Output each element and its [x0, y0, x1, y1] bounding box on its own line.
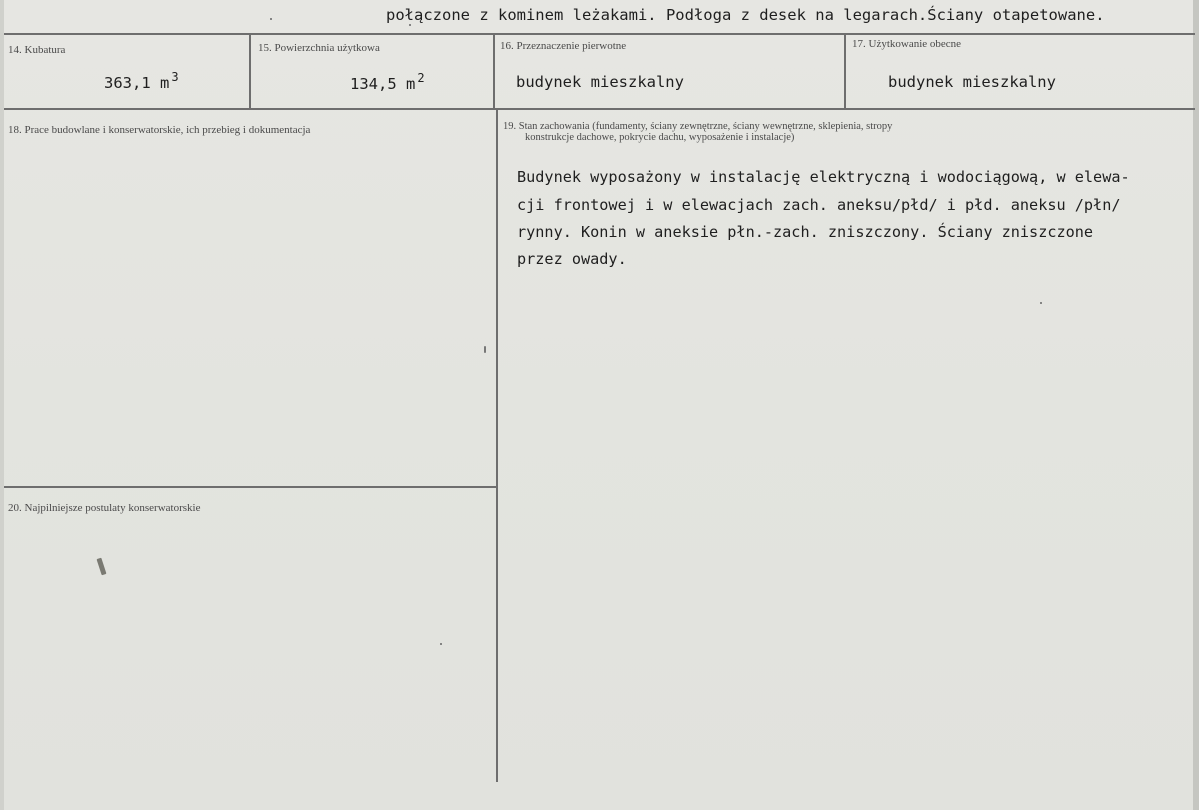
- field-18-label: 18. Prace budowlane i konserwatorskie, ich przebieg i dokumentacja: [8, 124, 311, 136]
- field-15-unit-exponent: 2: [417, 71, 425, 85]
- field-17-value: budynek mieszkalny: [888, 73, 1056, 91]
- divider-16-17: [844, 34, 846, 109]
- paper-speck: [96, 558, 106, 576]
- field-19-label-line2: konstrukcje dachowe, pokrycie dachu, wyposażenie i instalacje): [525, 132, 795, 143]
- paper-speck: [1040, 302, 1042, 304]
- divider-15-16: [493, 34, 495, 109]
- field-14-unit-exponent: 3: [171, 70, 179, 84]
- rule-section-20: [4, 486, 496, 488]
- card-right-edge: [1193, 0, 1199, 810]
- paper-speck: [409, 24, 411, 26]
- field-15-number: 134,5 m: [350, 75, 416, 93]
- card-left-edge: [0, 0, 4, 810]
- paper-speck: [440, 643, 442, 645]
- divider-left-right: [496, 110, 498, 782]
- field-19-line-1: Budynek wyposażony w instalację elektryczną i wodociągową, w elewa-: [517, 168, 1130, 186]
- field-19-label-line1: 19. Stan zachowania (fundamenty, ściany zewnętrzne, ściany wewnętrzne, sklepienia, stropy: [503, 121, 893, 132]
- field-14-value: [104, 70, 179, 92]
- paper-speck: [270, 18, 272, 20]
- field-19-text: [517, 163, 1130, 273]
- field-19-line-3: rynny. Konin w aneksie płn.-zach. zniszczony. Ściany zniszczone: [517, 223, 1094, 241]
- field-20-label: 20. Najpilniejsze postulaty konserwatorskie: [8, 502, 201, 514]
- field-19-line-4: przez owady.: [517, 250, 627, 268]
- field-14-number: 363,1 m: [104, 74, 170, 92]
- paper-speck: [484, 346, 486, 353]
- divider-14-15: [249, 34, 251, 109]
- field-16-label: 16. Przeznaczenie pierwotne: [500, 40, 627, 52]
- rule-middle: [4, 108, 1195, 110]
- field-16-value: budynek mieszkalny: [516, 73, 684, 91]
- field-15-value: [350, 71, 425, 93]
- field-14-label: 14. Kubatura: [8, 44, 66, 56]
- rule-top: [4, 33, 1195, 35]
- field-15-label: 15. Powierzchnia użytkowa: [258, 42, 380, 54]
- continuation-text: połączone z kominem leżakami. Podłoga z desek na legarach.Ściany otapetowane.: [386, 6, 1105, 24]
- field-19-line-2: cji frontowej i w elewacjach zach. aneksu/płd/ i płd. aneksu /płn/: [517, 196, 1121, 214]
- field-17-label: 17. Użytkowanie obecne: [852, 38, 962, 50]
